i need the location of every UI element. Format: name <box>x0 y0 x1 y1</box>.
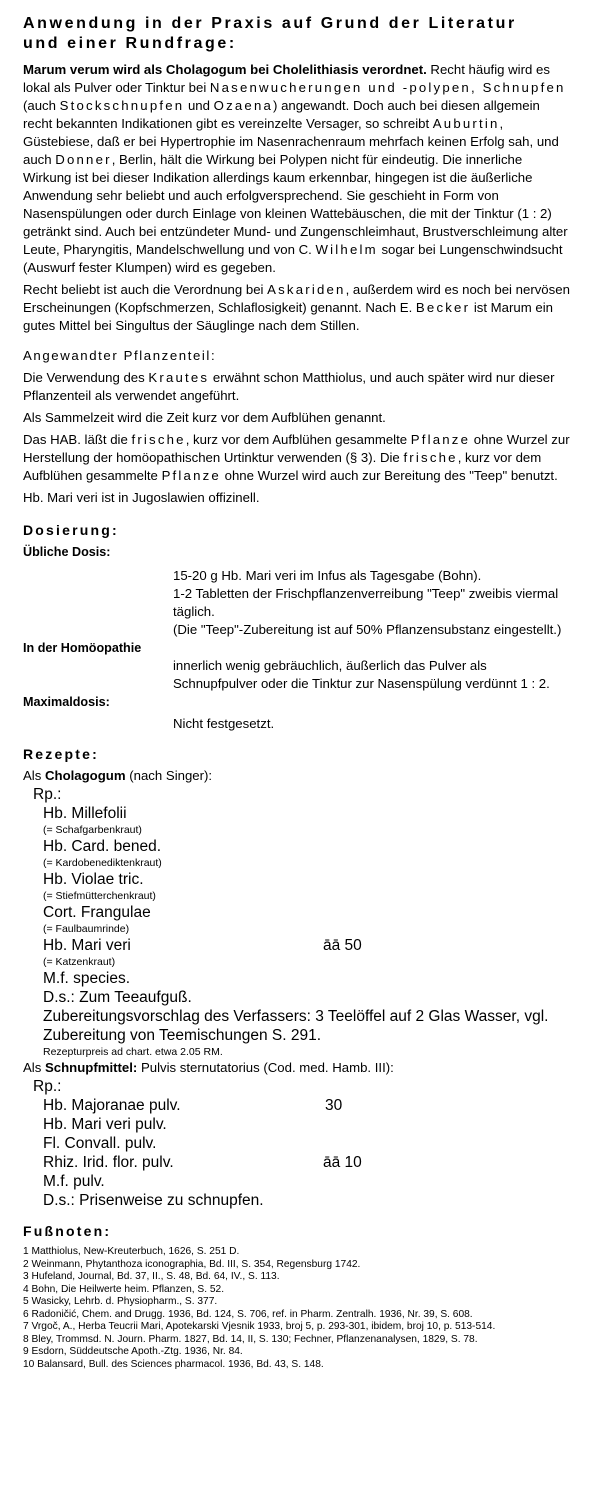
section-heading-dosierung: Dosierung: <box>23 522 119 538</box>
recipe-price: Rezepturpreis ad chart. etwa 2.05 RM. <box>43 1046 223 1058</box>
spaced-term: frische <box>131 432 186 447</box>
recipe-2-body <box>23 1096 571 1210</box>
ingredient: Fl. Convall. pulv. <box>43 1135 157 1152</box>
spaced-term: Askariden <box>267 282 346 297</box>
footnote: 1 Matthiolus, New-Kreuterbuch, 1626, S. 251 D. <box>23 1246 240 1257</box>
recipe-instruction: D.s.: Prisenweise zu schnupfen. <box>43 1192 264 1209</box>
footnote: 3 Hufeland, Journal, Bd. 37, II., S. 48, Bd. 64, IV., S. 113. <box>23 1271 280 1282</box>
paragraph-kraut <box>23 369 571 405</box>
spaced-term: Pflanze <box>161 468 221 483</box>
text-span: ohne Wurzel zur Herstellung der homöopathischen Urtinktur verwenden (§ 3). Die <box>23 432 570 465</box>
label-uebliche-dosis: Übliche Dosis: <box>23 545 111 559</box>
text-span: ) angewandt. Doch auch bei diesen allgemein recht bekannten Indikationen gibt es vereinzelte Versager, so schreibt <box>23 98 540 131</box>
ingredient-note: (= Faulbaumrinde) <box>43 923 130 935</box>
footnote: 10 Balansard, Bull. des Sciences pharmacol. 1936, Bd. 43, S. 148. <box>23 1358 324 1370</box>
ingredient: Hb. Mari veri <box>43 937 131 954</box>
spaced-term: Krautes <box>148 370 210 385</box>
text-span: , Berlin, hält die Wirkung bei Polypen nicht für eindeutig. Die innerliche Wirkung ist bei dieser Indikation allerdings kaum erkennbar, hingegen ist die äußerliche Anwendung sehr beliebt und auch erfolgversprechend. Sie geschieht in Form von Nasenspülungen oder durch Einlage von kleinen Wattebäuschen, die mit der Tinktur (1 : 2) getränkt sind. Auch bei entzündeter Mund- und Zungenschleimhaut, Brustverschleimung alter Leute, Pharyngitis, Mandelschwellung und von C. <box>23 152 568 257</box>
text-span: (auch <box>23 98 60 113</box>
spaced-term: frische <box>403 450 458 465</box>
text-span: , kurz vor dem Aufblühen gesammelte <box>23 450 542 483</box>
paragraph-indications <box>23 61 571 277</box>
footnote: 9 Esdorn, Süddeutsche Apoth.-Ztg. 1936, Nr. 84. <box>23 1346 243 1357</box>
ingredient-row <box>43 1153 571 1172</box>
dosage-text-uebliche <box>23 567 571 639</box>
spaced-name: Donner <box>55 152 112 167</box>
bold-term: Schnupfmittel: <box>44 1060 138 1075</box>
ingredient-row <box>43 1096 571 1115</box>
text-span: Als <box>23 768 45 783</box>
ingredient: Hb. Mari veri pulv. <box>43 1116 167 1133</box>
ingredient-row <box>43 936 571 955</box>
text-span: , Güstebiese, daß er bei Hypertrophie im Nasenrachenraum mehrfach keinen Erfolg sah, und auch <box>23 116 559 167</box>
footnote: 6 Radoničić, Chem. and Drugg. 1936, Bd. 124, S. 706, ref. in Pharm. Zentralh. 1936, Nr. 39, S. 608. <box>23 1308 473 1320</box>
main-heading-line-1: Anwendung in der Praxis auf Grund der Literatur <box>23 15 517 32</box>
dosage-text-homoeopathie: innerlich wenig gebräuchlich, äußerlich das Pulver als Schnupfpulver oder die Tinktur zur Nasenspülung verdünnt 1 : 2. <box>173 658 550 691</box>
text-span: , kurz vor dem Aufblühen gesammelte <box>185 432 411 447</box>
text-span: Recht beliebt ist auch die Verordnung bei <box>23 282 268 297</box>
text-span: sogar bei Lungenschwindsucht (Auswurf fester Klumpen) wird es gegeben. <box>23 242 563 275</box>
text-span: (nach Singer): <box>125 768 213 783</box>
footnote: 7 Vrgoč, A., Herba Teucrii Mari, Apotekarski Vjesnik 1933, broj 5, p. 293-301, ibidem, broj 10, p. 513-514. <box>23 1321 496 1332</box>
recipe-instruction: M.f. pulv. <box>43 1173 105 1190</box>
recipe-1-intro <box>23 767 571 785</box>
paragraph-jugoslawien: Hb. Mari veri ist in Jugoslawien offizinell. <box>23 490 260 505</box>
section-heading-fussnoten: Fußnoten: <box>23 1223 112 1239</box>
ingredient: Hb. Millefolii <box>43 805 127 822</box>
text-span: Pulvis sternutatorius (Cod. med. Hamb. III): <box>137 1060 394 1075</box>
ingredient: Hb. Violae tric. <box>43 871 144 888</box>
footnote: 8 Bley, Trommsd. N. Journ. Pharm. 1827, Bd. 14, II, S. 130; Fechner, Pflanzenanalysen, 1829, S. 78. <box>23 1333 478 1345</box>
footnote: 4 Bohn, Die Heilwerte heim. Pflanzen, S. 52. <box>23 1283 225 1295</box>
recipe-1-rp: Rp.: <box>33 786 62 803</box>
spaced-name: Becker <box>415 300 471 315</box>
dosage-text-maximal: Nicht festgesetzt. <box>173 716 275 731</box>
text-span: Das HAB. läßt die <box>23 432 132 447</box>
label-maximaldosis: Maximaldosis: <box>23 695 110 709</box>
ingredient-note: (= Schafgarbenkraut) <box>43 824 142 836</box>
label-homoeopathie: In der Homöopathie <box>23 641 142 655</box>
paragraph-sammelzeit: Als Sammelzeit wird die Zeit kurz vor dem Aufblühen genannt. <box>23 410 386 425</box>
dosage-line: 1-2 Tabletten der Frischpflanzenverreibung "Teep" zweibis viermal täglich. <box>173 586 559 619</box>
ingredient: Rhiz. Irid. flor. pulv. <box>43 1154 174 1171</box>
recipe-1-body <box>23 804 571 1059</box>
spaced-name: Wilhelm <box>315 242 378 257</box>
text-span: und <box>184 98 214 113</box>
document-page <box>23 14 571 1371</box>
bold-lead: Marum verum wird als Cholagogum bei Cholelithiasis verordnet. <box>23 62 427 77</box>
recipe-instruction: D.s.: Zum Teeaufguß. <box>43 989 192 1006</box>
ingredient-note: (= Kardobenediktenkraut) <box>43 857 162 869</box>
ingredient-amount: 30 <box>325 1097 343 1114</box>
paragraph-askariden <box>23 281 571 335</box>
ingredient-note: (= Katzenkraut) <box>43 956 116 968</box>
main-heading-line-2: und einer Rundfrage: <box>23 35 237 52</box>
text-span: ist Marum ein gutes Mittel bei Singultus der Säuglinge nach dem Stillen. <box>23 300 553 333</box>
footnote-list <box>23 1246 571 1371</box>
footnote: 5 Wasicky, Lehrb. d. Physiopharm., S. 377. <box>23 1296 218 1307</box>
recipe-suggestion: Zubereitungsvorschlag des Verfassers: 3 Teelöffel auf 2 Glas Wasser, vgl. Zubereitung von Teemischungen S. 291. <box>43 1008 549 1044</box>
spaced-term: Pflanze <box>410 432 471 447</box>
dosage-line: (Die "Teep"-Zubereitung ist auf 50% Pflanzensubstanz eingestellt.) <box>173 622 562 637</box>
text-span: Als <box>23 1060 45 1075</box>
spaced-term: Nasenwucherungen und -polypen, Schnupfen <box>209 80 566 95</box>
text-span: ohne Wurzel wird auch zur Bereitung des "Teep" benutzt. <box>220 468 558 483</box>
text-span: Die Verwendung des <box>23 370 149 385</box>
footnote: 2 Weinmann, Phytanthoza iconographia, Bd. III, S. 354, Regensburg 1742. <box>23 1258 361 1270</box>
recipe-2-intro <box>23 1059 571 1077</box>
text-span: , außerdem wird es noch bei nervösen Erscheinungen (Kopfschmerzen, Schlaflosigkeit) genannt. Nach E. <box>23 282 570 315</box>
dosage-line: 15-20 g Hb. Mari veri im Infus als Tagesgabe (Bohn). <box>173 568 482 583</box>
text-span: erwähnt schon Matthiolus, und auch später wird nur dieser Pflanzenteil als verwendet angeführt. <box>23 370 555 403</box>
ingredient: Hb. Card. bened. <box>43 838 162 855</box>
section-heading-pflanzenteil: Angewandter Pflanzenteil: <box>23 348 217 363</box>
spaced-name: Auburtin <box>432 116 500 131</box>
recipe-instruction: M.f. species. <box>43 970 130 987</box>
ingredient: Hb. Majoranae pulv. <box>43 1097 181 1114</box>
spaced-term: Stockschnupfen <box>59 98 185 113</box>
section-heading-rezepte: Rezepte: <box>23 746 99 762</box>
bold-term: Cholagogum <box>44 768 126 783</box>
ingredient-amount: āā 10 <box>323 1154 362 1171</box>
ingredient: Cort. Frangulae <box>43 904 151 921</box>
paragraph-hab <box>23 431 571 485</box>
text-span: Recht häufig wird es lokal als Pulver oder Tinktur bei <box>23 62 550 95</box>
ingredient-amount: āā 50 <box>323 937 362 954</box>
ingredient-note: (= Stiefmütterchenkraut) <box>43 890 156 902</box>
spaced-term: Ozaena <box>213 98 274 113</box>
recipe-2-rp: Rp.: <box>33 1078 62 1095</box>
